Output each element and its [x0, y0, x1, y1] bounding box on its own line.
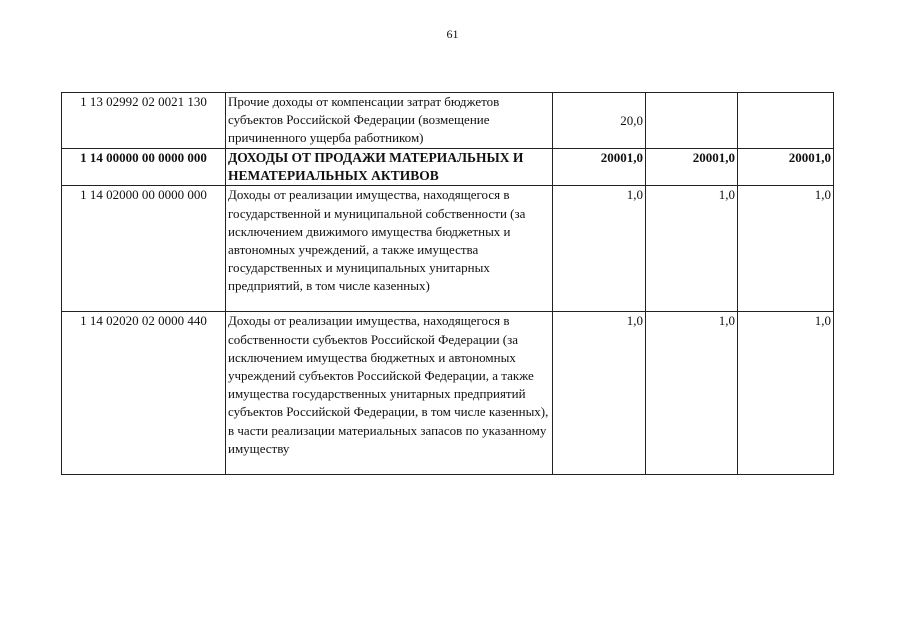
value-year-2: 1,0	[646, 186, 738, 312]
revenue-description: ДОХОДЫ ОТ ПРОДАЖИ МАТЕРИАЛЬНЫХ И НЕМАТЕРИАЛЬНЫХ АКТИВОВ	[226, 149, 553, 186]
revenue-description: Доходы от реализации имущества, находящегося в собственности субъектов Российской Федерации (за исключением имущества бюджетных и автономных учреждений субъектов Российской Федерации, а также имущества государственных унитарных предприятий субъектов Российской Федерации, в том числе казенных), в части реализации материальных запасов по указанному имуществу	[226, 312, 553, 475]
revenue-description: Доходы от реализации имущества, находящегося в государственной и муниципальной собственности (за исключением движимого имущества бюджетных и автономных учреждений, а также имущества государственных и муниципальных унитарных предприятий, в том числе казенных)	[226, 186, 553, 312]
value-year-3: 20001,0	[738, 149, 834, 186]
classification-code: 1 14 02020 02 0000 440	[62, 312, 226, 475]
page-number: 61	[446, 27, 459, 41]
value-year-3	[738, 93, 834, 149]
table-row	[62, 312, 834, 475]
table-row	[62, 186, 834, 312]
value-year-1: 1,0	[553, 186, 646, 312]
value-year-1: 20001,0	[553, 149, 646, 186]
value-year-1: 1,0	[553, 312, 646, 475]
value-year-3: 1,0	[738, 312, 834, 475]
table-row	[62, 93, 834, 149]
value-year-2: 20001,0	[646, 149, 738, 186]
value-year-2	[646, 93, 738, 149]
revenue-table	[61, 92, 834, 475]
value-year-3: 1,0	[738, 186, 834, 312]
revenue-description: Прочие доходы от компенсации затрат бюджетов субъектов Российской Федерации (возмещение причиненного ущерба работником)	[226, 93, 553, 149]
classification-code: 1 13 02992 02 0021 130	[62, 93, 226, 149]
table-row	[62, 149, 834, 186]
value-year-2: 1,0	[646, 312, 738, 475]
classification-code: 1 14 02000 00 0000 000	[62, 186, 226, 312]
value-year-1: 20,0	[553, 93, 646, 149]
classification-code: 1 14 00000 00 0000 000	[62, 149, 226, 186]
